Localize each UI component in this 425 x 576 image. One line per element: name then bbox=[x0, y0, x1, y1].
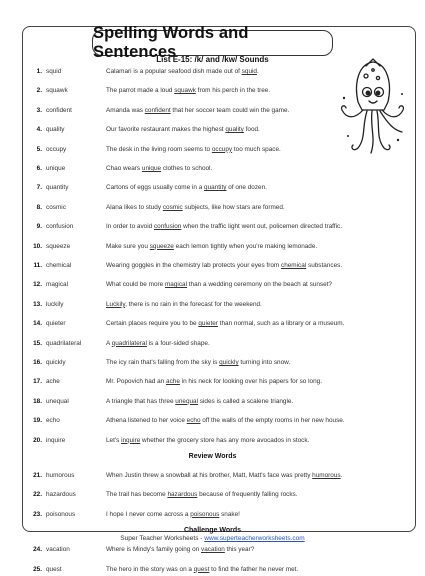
sentence-keyword: squeeze bbox=[149, 242, 174, 250]
sentence-start: The parrot made a loud bbox=[106, 87, 175, 95]
item-number: 9. bbox=[36, 223, 42, 231]
sentence-end: whether the grocery store has any more avocados in stock. bbox=[140, 436, 310, 444]
sentence-end: each lemon tightly when you're making lemonade. bbox=[173, 242, 318, 250]
spelling-word: ache bbox=[46, 378, 60, 386]
item-number: 24. bbox=[33, 546, 42, 554]
sentence-start: Our favorite restaurant makes the highest bbox=[106, 126, 226, 134]
sentence-start: Athena listened to her voice bbox=[106, 417, 187, 425]
sentence-end: of one dozen. bbox=[226, 184, 267, 192]
spelling-word: hazardous bbox=[46, 491, 76, 499]
example-sentence bbox=[106, 260, 342, 272]
example-sentence bbox=[106, 163, 212, 175]
sentence-keyword: inquire bbox=[121, 436, 141, 444]
item-number: 11. bbox=[33, 262, 42, 269]
sentence-end: when the traffic light went out, policemen directed traffic. bbox=[181, 223, 343, 231]
spelling-word: quality bbox=[46, 126, 65, 134]
sentence-end: is a four-sided shape. bbox=[146, 339, 210, 347]
sentence-start: In order to avoid bbox=[106, 223, 154, 231]
sentence-keyword: confident bbox=[144, 106, 171, 114]
sentence-keyword: ache bbox=[166, 378, 180, 386]
item-number: 13. bbox=[33, 300, 42, 308]
sentence-start: Mr. Popovich had an bbox=[106, 378, 167, 386]
item-number: 7. bbox=[36, 184, 42, 192]
sentence-keyword: poisonous bbox=[190, 510, 220, 518]
sentence-start: Amanda was bbox=[106, 106, 145, 114]
sentence-keyword: echo bbox=[186, 417, 201, 425]
sentence-end: turning into snow. bbox=[238, 359, 291, 366]
item-number: 17. bbox=[33, 378, 42, 386]
item-number: 3. bbox=[36, 106, 42, 114]
sentence-start: The trail has become bbox=[106, 491, 168, 499]
sentence-start: A bbox=[106, 339, 112, 347]
example-sentence bbox=[106, 396, 293, 408]
spelling-word: humorous bbox=[46, 472, 75, 479]
sentence-end: too much space. bbox=[232, 145, 281, 153]
challenge-words-heading: Challenge Words bbox=[183, 527, 242, 535]
item-number: 4. bbox=[36, 126, 42, 134]
sentence-start: Alana likes to study bbox=[106, 203, 163, 211]
item-number: 20. bbox=[33, 436, 42, 444]
spelling-word: confusion bbox=[46, 223, 74, 231]
sentence-end: clothes to school. bbox=[161, 165, 213, 172]
spelling-word: vacation bbox=[46, 546, 70, 554]
item-number: 15. bbox=[33, 339, 42, 347]
sentence-start: Cartons of eggs usually come in a bbox=[106, 184, 205, 192]
item-number: 12. bbox=[33, 281, 42, 289]
example-sentence bbox=[106, 221, 342, 233]
spelling-word: poisonous bbox=[46, 510, 76, 518]
spelling-word: quest bbox=[46, 565, 62, 573]
item-number: 21. bbox=[33, 472, 42, 479]
sentence-end: food. bbox=[243, 126, 260, 134]
example-sentence bbox=[106, 66, 259, 78]
example-sentence bbox=[106, 564, 298, 576]
sentence-end: off the walls of the empty rooms in her new house. bbox=[200, 417, 345, 425]
spelling-word: magical bbox=[46, 281, 69, 289]
example-sentence bbox=[106, 241, 317, 253]
example-sentence bbox=[106, 489, 298, 501]
sentence-keyword: quadrilateral bbox=[111, 339, 147, 347]
footer bbox=[0, 535, 425, 542]
sentence-end: from his perch in the tree. bbox=[195, 87, 271, 95]
sentence-keyword: unequal bbox=[175, 397, 199, 405]
sentence-keyword: confusion bbox=[153, 223, 182, 231]
sentence-end: because of frequently falling rocks. bbox=[197, 491, 298, 499]
spelling-word: quickly bbox=[46, 359, 66, 366]
sentence-end: in his neck for looking over his papers for so long. bbox=[179, 378, 322, 386]
example-sentence bbox=[106, 182, 267, 194]
item-number: 6. bbox=[36, 165, 42, 172]
example-sentence bbox=[106, 105, 289, 117]
spelling-word: quieter bbox=[46, 320, 66, 328]
item-number: 16. bbox=[33, 359, 42, 366]
page-title: Spelling Words and Sentences bbox=[93, 24, 249, 61]
spelling-word: confident bbox=[46, 106, 72, 114]
example-sentence bbox=[106, 124, 260, 136]
sentence-keyword: humorous bbox=[312, 472, 341, 479]
sentence-keyword: hazardous bbox=[167, 491, 198, 499]
sentence-start: Calamari is a popular seafood dish made out of bbox=[106, 68, 242, 75]
example-sentence bbox=[106, 279, 332, 291]
sentence-end: . bbox=[256, 68, 259, 75]
item-number: 25. bbox=[33, 565, 42, 573]
sentence-start: The hero in the story was on a bbox=[106, 565, 194, 573]
item-number: 8. bbox=[36, 203, 42, 211]
sentence-end: that her soccer team could win the game. bbox=[170, 106, 290, 114]
spelling-word: squawk bbox=[46, 87, 68, 95]
example-sentence bbox=[106, 435, 309, 447]
sentence-end: substances. bbox=[306, 262, 343, 269]
sentence-end: snake! bbox=[219, 510, 240, 518]
example-sentence bbox=[106, 544, 254, 556]
sentence-start: What could be more bbox=[106, 281, 165, 289]
sentence-start: I hope I never come across a bbox=[106, 510, 191, 518]
spelling-word: cosmic bbox=[46, 203, 66, 211]
sentence-start: The icy rain that's falling from the sky is bbox=[106, 359, 220, 366]
item-number: 2. bbox=[36, 87, 42, 95]
item-number: 14. bbox=[33, 320, 42, 328]
example-sentence bbox=[106, 357, 290, 369]
spelling-word: squeeze bbox=[46, 242, 71, 250]
item-number: 18. bbox=[33, 397, 42, 405]
item-number: 19. bbox=[33, 417, 42, 425]
item-number: 1. bbox=[36, 68, 42, 75]
sentence-keyword: cosmic bbox=[162, 203, 183, 211]
sentence-end: than a wedding ceremony on the beach at sunset? bbox=[187, 281, 332, 289]
sentence-keyword: chemical bbox=[281, 262, 307, 269]
spelling-word: luckily bbox=[46, 300, 64, 308]
spelling-word: quadrilateral bbox=[46, 339, 82, 347]
sentence-keyword: quieter bbox=[198, 320, 218, 328]
spelling-word: echo bbox=[46, 417, 60, 425]
spelling-word: squid bbox=[46, 68, 62, 75]
item-number: 23. bbox=[33, 510, 42, 518]
example-sentence bbox=[106, 318, 344, 330]
sentence-start: Certain places require you to be bbox=[106, 320, 199, 328]
sentence-start: Wearing goggles in the chemistry lab protects your eyes from bbox=[106, 262, 281, 269]
footer-link[interactable]: www.superteacherworksheets.com bbox=[204, 535, 305, 542]
sentence-keyword: quality bbox=[225, 126, 244, 134]
sentence-end: . bbox=[340, 472, 343, 479]
example-sentence bbox=[106, 470, 342, 482]
sentence-start: Chao wears bbox=[106, 165, 142, 172]
sentence-end: subjects, like how stars are formed. bbox=[182, 203, 285, 211]
sentence-end: sides is called a scalene triangle. bbox=[198, 397, 294, 405]
example-sentence bbox=[106, 376, 322, 388]
item-number: 22. bbox=[33, 491, 42, 499]
sentence-start: A triangle that has three bbox=[106, 397, 176, 405]
example-sentence bbox=[106, 509, 240, 521]
spelling-word: unequal bbox=[46, 397, 69, 405]
sentence-keyword: squawk bbox=[174, 87, 196, 95]
review-words-heading: Review Words bbox=[188, 453, 237, 460]
sentence-start: Where is Mindy's family going on bbox=[106, 546, 201, 554]
spelling-word: unique bbox=[46, 165, 66, 172]
sentence-keyword: squid bbox=[241, 68, 257, 75]
sentence-start: When Justin threw a snowball at his brother, Matt, Matt's face was pretty bbox=[106, 472, 313, 479]
example-sentence bbox=[106, 338, 210, 350]
example-sentence bbox=[106, 299, 262, 311]
sentence-end: than normal, such as a library or a museum. bbox=[217, 320, 345, 328]
sentence-keyword: occupy bbox=[211, 145, 233, 153]
example-sentence bbox=[106, 85, 270, 97]
footer-brand: Super Teacher Worksheets - bbox=[120, 535, 205, 542]
sentence-end: this year? bbox=[224, 546, 255, 554]
sentence-keyword: quest bbox=[193, 565, 210, 573]
item-number: 10. bbox=[33, 242, 42, 250]
example-sentence bbox=[106, 144, 281, 156]
sentence-keyword: unique bbox=[141, 165, 162, 172]
sentence-keyword: vacation bbox=[201, 546, 225, 554]
sentence-keyword: magical bbox=[164, 281, 187, 289]
spelling-word: inquire bbox=[46, 436, 66, 444]
example-sentence bbox=[106, 415, 345, 427]
item-number: 5. bbox=[36, 145, 42, 153]
sentence-keyword: quickly bbox=[219, 359, 239, 366]
sentence-start: Make sure you bbox=[106, 242, 150, 250]
list-subtitle: List E-15: /k/ and /kw/ Sounds bbox=[156, 55, 269, 64]
sentence-start: The desk in the living room seems to bbox=[106, 145, 212, 153]
sentence-start: Let's bbox=[106, 436, 122, 444]
spelling-word: chemical bbox=[46, 262, 72, 269]
squid-mascot-icon bbox=[336, 58, 410, 156]
sentence-end: , there is no rain in the forecast for the weekend. bbox=[125, 300, 262, 308]
sentence-keyword: quantity bbox=[204, 184, 227, 192]
spelling-word: quantity bbox=[46, 184, 69, 192]
sentence-keyword: Luckily bbox=[106, 300, 126, 308]
sentence-end: to find the father he never met. bbox=[209, 565, 299, 573]
example-sentence bbox=[106, 202, 285, 214]
spelling-word: occupy bbox=[46, 145, 67, 153]
